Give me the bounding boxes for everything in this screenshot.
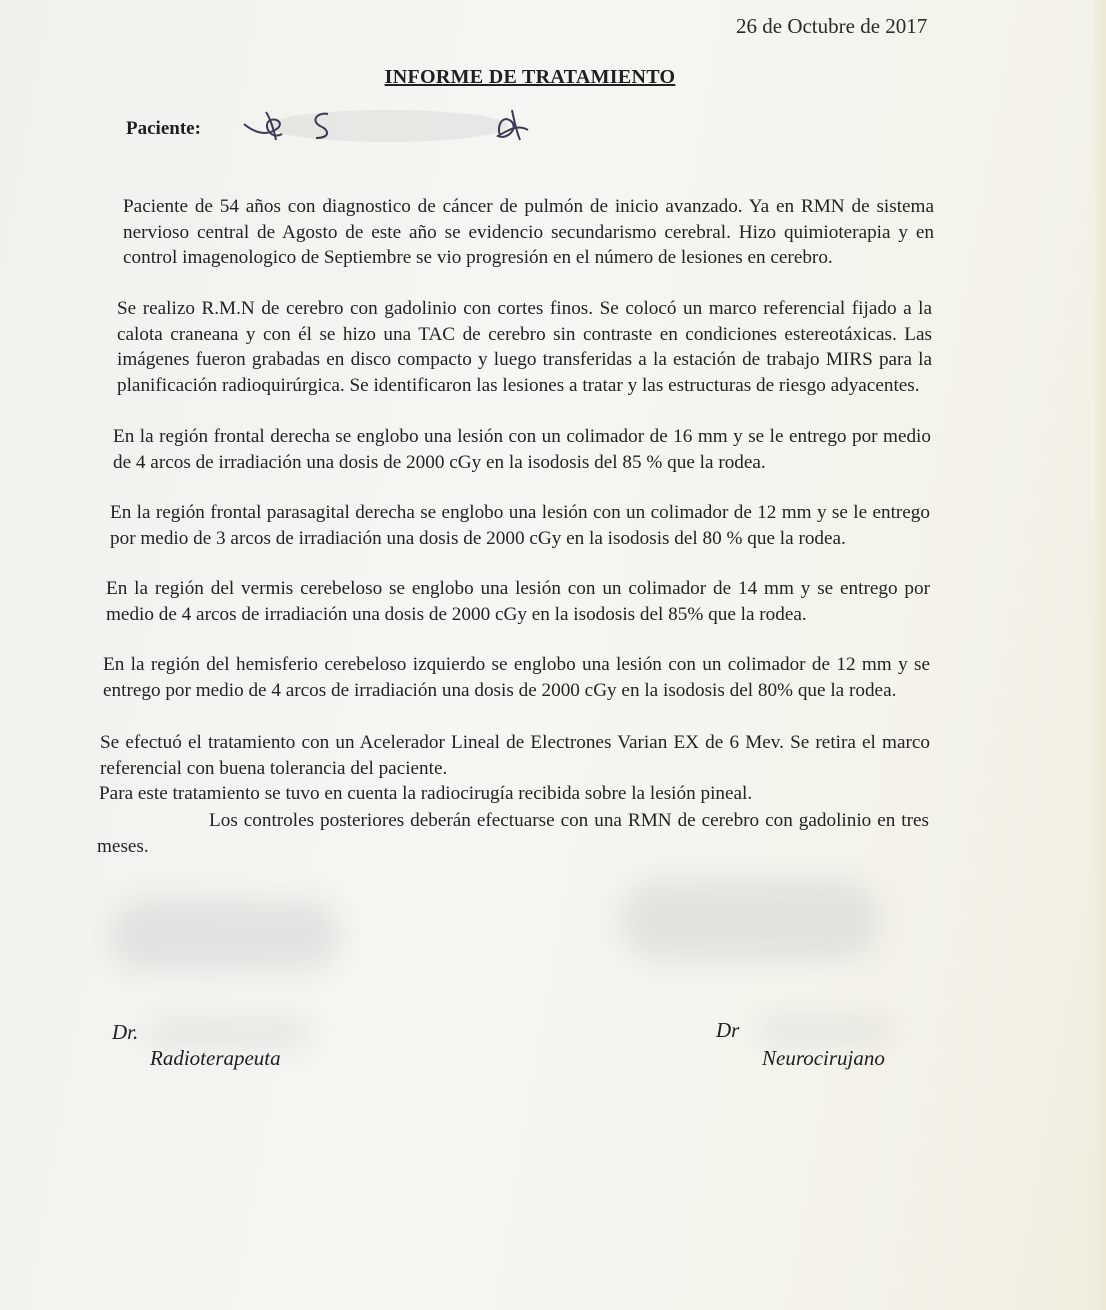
redacted-signature-right [620, 880, 880, 960]
redacted-signature-left [110, 900, 340, 970]
patient-label: Paciente: [126, 118, 201, 139]
redacted-name-right [760, 1020, 890, 1040]
paragraph-diagnosis: Paciente de 54 años con diagnostico de cáncer de pulmón de inicio avanzado. Ya en RMN de sistema nervioso central de Agosto de este año se evidencio secundarismo cerebral. Hizo quimioterapia y en control imagenologico de Septiembre se vio progresión en el número de lesiones en cerebro. [123, 196, 934, 269]
paragraph-lesion-cerebellar-left: En la región del hemisferio cerebeloso izquierdo se englobo una lesión con un colimador de 12 mm y se entrego por medio de 4 arcos de irradiación una dosis de 2000 cGy en la isodosis del 80% que la rodea. [103, 654, 930, 701]
document-date: 26 de Octubre de 2017 [736, 14, 928, 38]
paragraph-prior-radiosurgery: Para este tratamiento se tuvo en cuenta la radiocirugía recibida sobre la lesión pineal. [99, 783, 753, 804]
redacted-name-left [150, 1022, 310, 1044]
signature-left-prefix: Dr. [112, 1020, 139, 1044]
paragraph-procedure: Se realizo R.M.N de cerebro con gadolinio con cortes finos. Se colocó un marco referencial fijado a la calota craneana y con él se hizo una TAC de cerebro sin contraste en condiciones estereotáxicas. Las imágenes fueron grabadas en disco compacto y luego transferidas a la estación de trabajo MIRS para la planificación radioquirúrgica. Se identificaron las lesiones a tratar y las estructuras de riesgo adyacentes. [117, 298, 932, 396]
paragraph-treatment: Se efectuó el tratamiento con un Acelerador Lineal de Electrones Varian EX de 6 Mev. Se retira el marco referencial con buena tolerancia del paciente. [100, 732, 930, 779]
redaction-blur [268, 110, 508, 142]
paragraph-lesion-frontal-parasagittal: En la región frontal parasagital derecha se englobo una lesión con un colimador de 12 mm y se le entrego por medio de 3 arcos de irradiación una dosis de 2000 cGy en la isodosis del 80 % que la rodea. [110, 502, 930, 549]
page-edge-shadow [1092, 0, 1106, 1310]
signature-right-role: Neurocirujano [762, 1046, 885, 1070]
paragraph-follow-up: Los controles posteriores deberán efectuarse con una RMN de cerebro con gadolinio en tres meses. [97, 810, 929, 857]
paragraph-lesion-frontal-right: En la región frontal derecha se englobo una lesión con un colimador de 16 mm y se le entrego por medio de 4 arcos de irradiación una dosis de 2000 cGy en la isodosis del 85 % que la rodea. [113, 426, 931, 473]
document-title: INFORME DE TRATAMIENTO [384, 66, 676, 88]
patient-handwritten-initials [238, 100, 548, 148]
paragraph-lesion-vermis: En la región del vermis cerebeloso se englobo una lesión con un colimador de 14 mm y se entrego por medio de 4 arcos de irradiación una dosis de 2000 cGy en la isodosis del 85% que la rodea. [106, 578, 930, 625]
signature-left-role: Radioterapeuta [150, 1046, 281, 1070]
signature-right-prefix: Dr [716, 1018, 740, 1042]
